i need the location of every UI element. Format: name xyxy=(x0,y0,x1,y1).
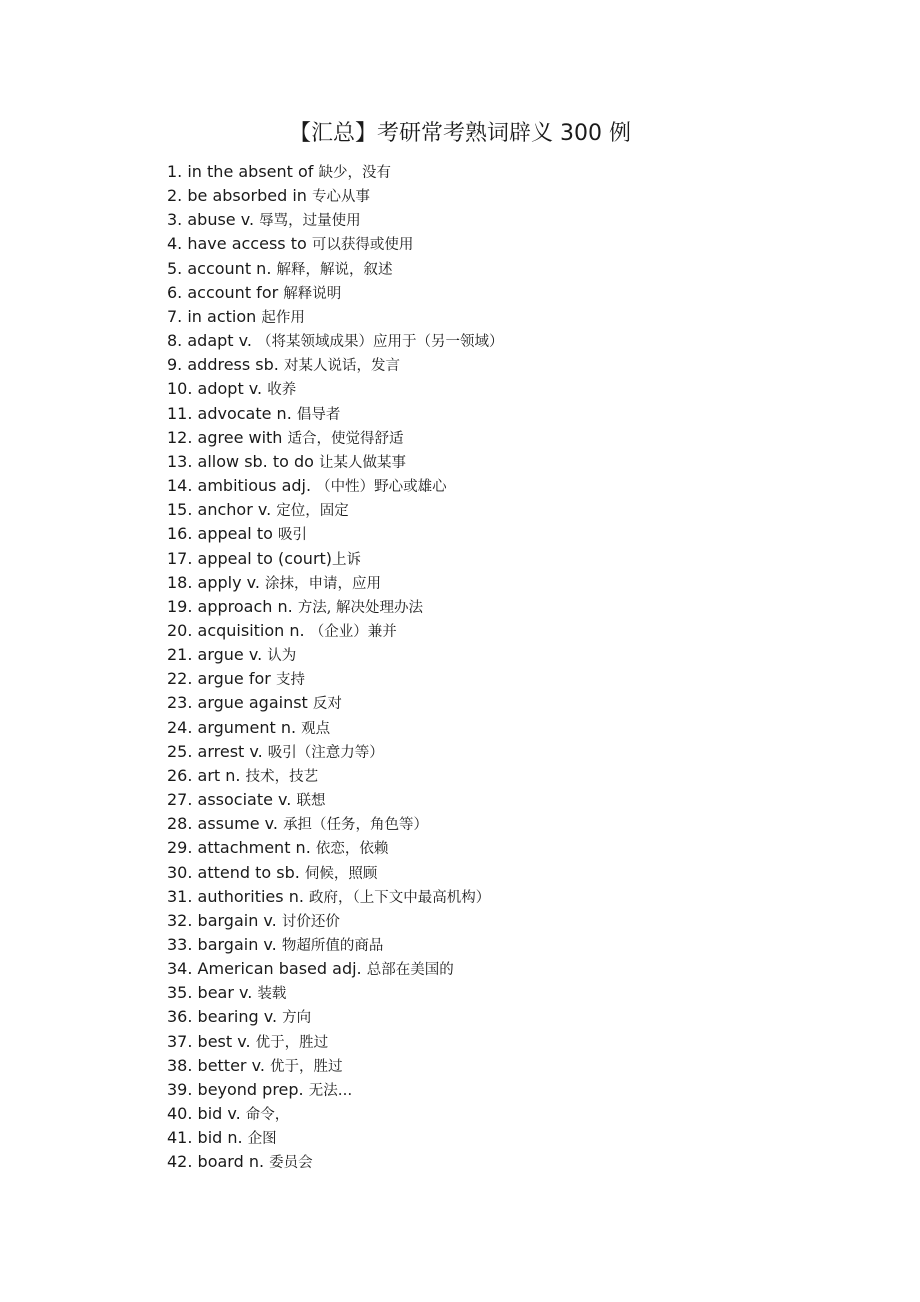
entry-term: 20. acquisition n. xyxy=(167,620,310,640)
vocab-entry xyxy=(167,691,504,715)
entry-term: 27. associate v. xyxy=(167,790,297,810)
vocab-entry xyxy=(167,257,504,281)
entry-meaning: 支持 xyxy=(275,672,305,689)
vocab-entry xyxy=(167,740,504,764)
entry-meaning: 装载 xyxy=(257,986,287,1003)
document-title: 【汇总】考研常考熟词辟义 300 例 xyxy=(289,121,631,146)
vocab-entry xyxy=(167,885,504,909)
entry-meaning: 反对 xyxy=(312,696,342,713)
entry-term: 21. argue v. xyxy=(167,645,268,665)
entry-meaning: 收养 xyxy=(267,382,297,399)
entry-term: 33. bargain v. xyxy=(167,935,282,954)
entry-meaning: 方法, 解决处理办法 xyxy=(297,599,424,616)
entry-term: 19. approach n. xyxy=(167,596,298,616)
entry-term: 6. account for xyxy=(167,282,284,302)
vocab-entry xyxy=(167,498,504,522)
entry-meaning: 专心从事 xyxy=(312,189,371,206)
vocab-entry xyxy=(167,305,504,329)
entry-meaning: 解释，解说，叙述 xyxy=(276,261,393,278)
vocab-entry xyxy=(167,933,504,957)
entry-meaning: 委员会 xyxy=(269,1155,313,1172)
entry-term: 38. better v. xyxy=(167,1055,270,1075)
entry-meaning: 吸引（注意力等） xyxy=(267,744,384,761)
vocab-entry xyxy=(167,957,504,981)
entry-term: 3. abuse v. xyxy=(167,210,260,230)
entry-meaning: 适合，使觉得舒适 xyxy=(287,430,404,447)
entry-meaning: 物超所值的商品 xyxy=(281,938,384,954)
entry-meaning: 依恋，依赖 xyxy=(315,841,389,858)
vocab-entry xyxy=(167,764,504,788)
entry-term: 18. apply v. xyxy=(167,572,266,592)
entry-term: 8. adapt v. xyxy=(167,331,258,351)
vocab-entry xyxy=(167,474,504,498)
vocab-entry xyxy=(167,377,504,401)
entry-meaning: 政府，（上下文中最高机构） xyxy=(309,889,491,906)
entry-term: 13. allow sb. to do xyxy=(167,451,320,471)
vocab-entry xyxy=(167,571,504,595)
vocab-entry xyxy=(167,1030,504,1054)
entry-term: 9. address sb. xyxy=(167,355,284,375)
entry-term: 28. assume v. xyxy=(167,814,284,834)
vocab-entry xyxy=(167,160,504,184)
entry-meaning: 无法… xyxy=(308,1082,353,1099)
entry-term: 31. authorities n. xyxy=(167,886,309,906)
entry-term: 24. argument n. xyxy=(167,717,302,737)
entry-meaning: 解释说明 xyxy=(283,285,342,302)
entry-meaning: 伺候，照顾 xyxy=(304,865,378,882)
entry-meaning: 起作用 xyxy=(261,309,305,326)
entry-meaning: 定位，固定 xyxy=(276,503,349,520)
entry-meaning: 倡导者 xyxy=(296,406,341,423)
entry-term: 12. agree with xyxy=(167,427,288,447)
vocab-entry xyxy=(167,981,504,1005)
vocab-entry xyxy=(167,547,504,571)
vocab-entry xyxy=(167,329,504,353)
vocab-entry xyxy=(167,1054,504,1078)
entry-meaning: 涂抹，申请，应用 xyxy=(265,575,382,592)
entry-meaning: 优于，胜过 xyxy=(269,1058,343,1075)
vocab-entry xyxy=(167,909,504,933)
entry-term: 41. bid n. xyxy=(167,1128,248,1148)
vocab-entry xyxy=(167,1102,504,1126)
vocab-entry xyxy=(167,788,504,812)
vocab-entry xyxy=(167,595,504,619)
vocabulary-list xyxy=(167,160,504,1175)
vocab-entry xyxy=(167,861,504,885)
entry-term: 7. in action xyxy=(167,306,262,326)
entry-term: 2. be absorbed in xyxy=(167,186,313,206)
entry-meaning: 承担（任务，角色等） xyxy=(283,817,429,834)
entry-term: 25. arrest v. xyxy=(167,741,268,761)
entry-meaning: 联想 xyxy=(296,793,326,810)
entry-term: 5. account n. xyxy=(167,258,277,278)
entry-term: 37. best v. xyxy=(167,1031,256,1051)
entry-term: 35. bear v. xyxy=(167,983,258,1003)
entry-meaning: 优于，胜过 xyxy=(255,1034,329,1051)
vocab-entry xyxy=(167,1078,504,1102)
entry-term: 1. in the absent of xyxy=(167,162,319,181)
entry-term: 36. bearing v. xyxy=(167,1007,283,1027)
entry-term: 29. attachment n. xyxy=(167,838,316,858)
entry-meaning: 企图 xyxy=(247,1131,277,1148)
entry-meaning: 观点 xyxy=(301,720,331,737)
vocab-entry xyxy=(167,232,504,256)
vocab-entry xyxy=(167,1126,504,1150)
entry-meaning: 认为 xyxy=(267,648,297,665)
entry-meaning: 对某人说话，发言 xyxy=(283,358,400,375)
entry-meaning: 吸引 xyxy=(277,527,307,544)
entry-term: 14. ambitious adj. xyxy=(167,476,317,496)
entry-meaning: 可以获得或使用 xyxy=(311,237,414,254)
entry-term: 42. board n. xyxy=(167,1152,270,1172)
entry-term: 26. art n. xyxy=(167,765,246,785)
entry-meaning: 上诉 xyxy=(332,551,362,568)
entry-meaning: 技术，技艺 xyxy=(245,768,319,785)
vocab-entry xyxy=(167,184,504,208)
entry-term: 15. anchor v. xyxy=(167,500,277,520)
entry-term: 39. beyond prep. xyxy=(167,1079,309,1099)
entry-meaning: 辱骂，过量使用 xyxy=(259,213,361,230)
entry-meaning: （将某领域成果）应用于（另一领域） xyxy=(257,334,504,351)
vocab-entry xyxy=(167,353,504,377)
vocab-entry xyxy=(167,208,504,232)
entry-term: 10. adopt v. xyxy=(167,379,268,399)
vocab-entry xyxy=(167,667,504,691)
entry-term: 32. bargain v. xyxy=(167,910,282,930)
entry-meaning: 总部在美国的 xyxy=(366,962,454,979)
vocab-entry xyxy=(167,281,504,305)
entry-meaning: 讨价还价 xyxy=(281,913,340,930)
vocab-entry xyxy=(167,522,504,546)
entry-meaning: （中性）野心或雄心 xyxy=(316,479,447,496)
entry-term: 23. argue against xyxy=(167,693,313,713)
vocab-entry xyxy=(167,643,504,667)
entry-term: 16. appeal to xyxy=(167,524,278,544)
entry-term: 40. bid v. xyxy=(167,1104,246,1124)
vocab-entry xyxy=(167,812,504,836)
entry-meaning: 命令， xyxy=(245,1107,290,1124)
vocab-entry xyxy=(167,836,504,860)
entry-term: 30. attend to sb. xyxy=(167,862,305,882)
vocab-entry xyxy=(167,1005,504,1029)
entry-meaning: （企业）兼并 xyxy=(309,623,397,640)
entry-term: 22. argue for xyxy=(167,669,276,689)
vocab-entry xyxy=(167,1150,504,1174)
entry-term: 4. have access to xyxy=(167,234,312,254)
vocab-entry xyxy=(167,619,504,643)
entry-meaning: 让某人做某事 xyxy=(319,454,407,471)
vocab-entry xyxy=(167,426,504,450)
entry-term: 17. appeal to (court) xyxy=(167,548,333,568)
vocab-entry xyxy=(167,450,504,474)
vocab-entry xyxy=(167,402,504,426)
entry-term: 11. advocate n. xyxy=(167,403,297,423)
entry-term: 34. American based adj. xyxy=(167,959,367,979)
entry-meaning: 缺少，没有 xyxy=(318,165,392,181)
vocab-entry xyxy=(167,716,504,740)
entry-meaning: 方向 xyxy=(282,1010,312,1027)
